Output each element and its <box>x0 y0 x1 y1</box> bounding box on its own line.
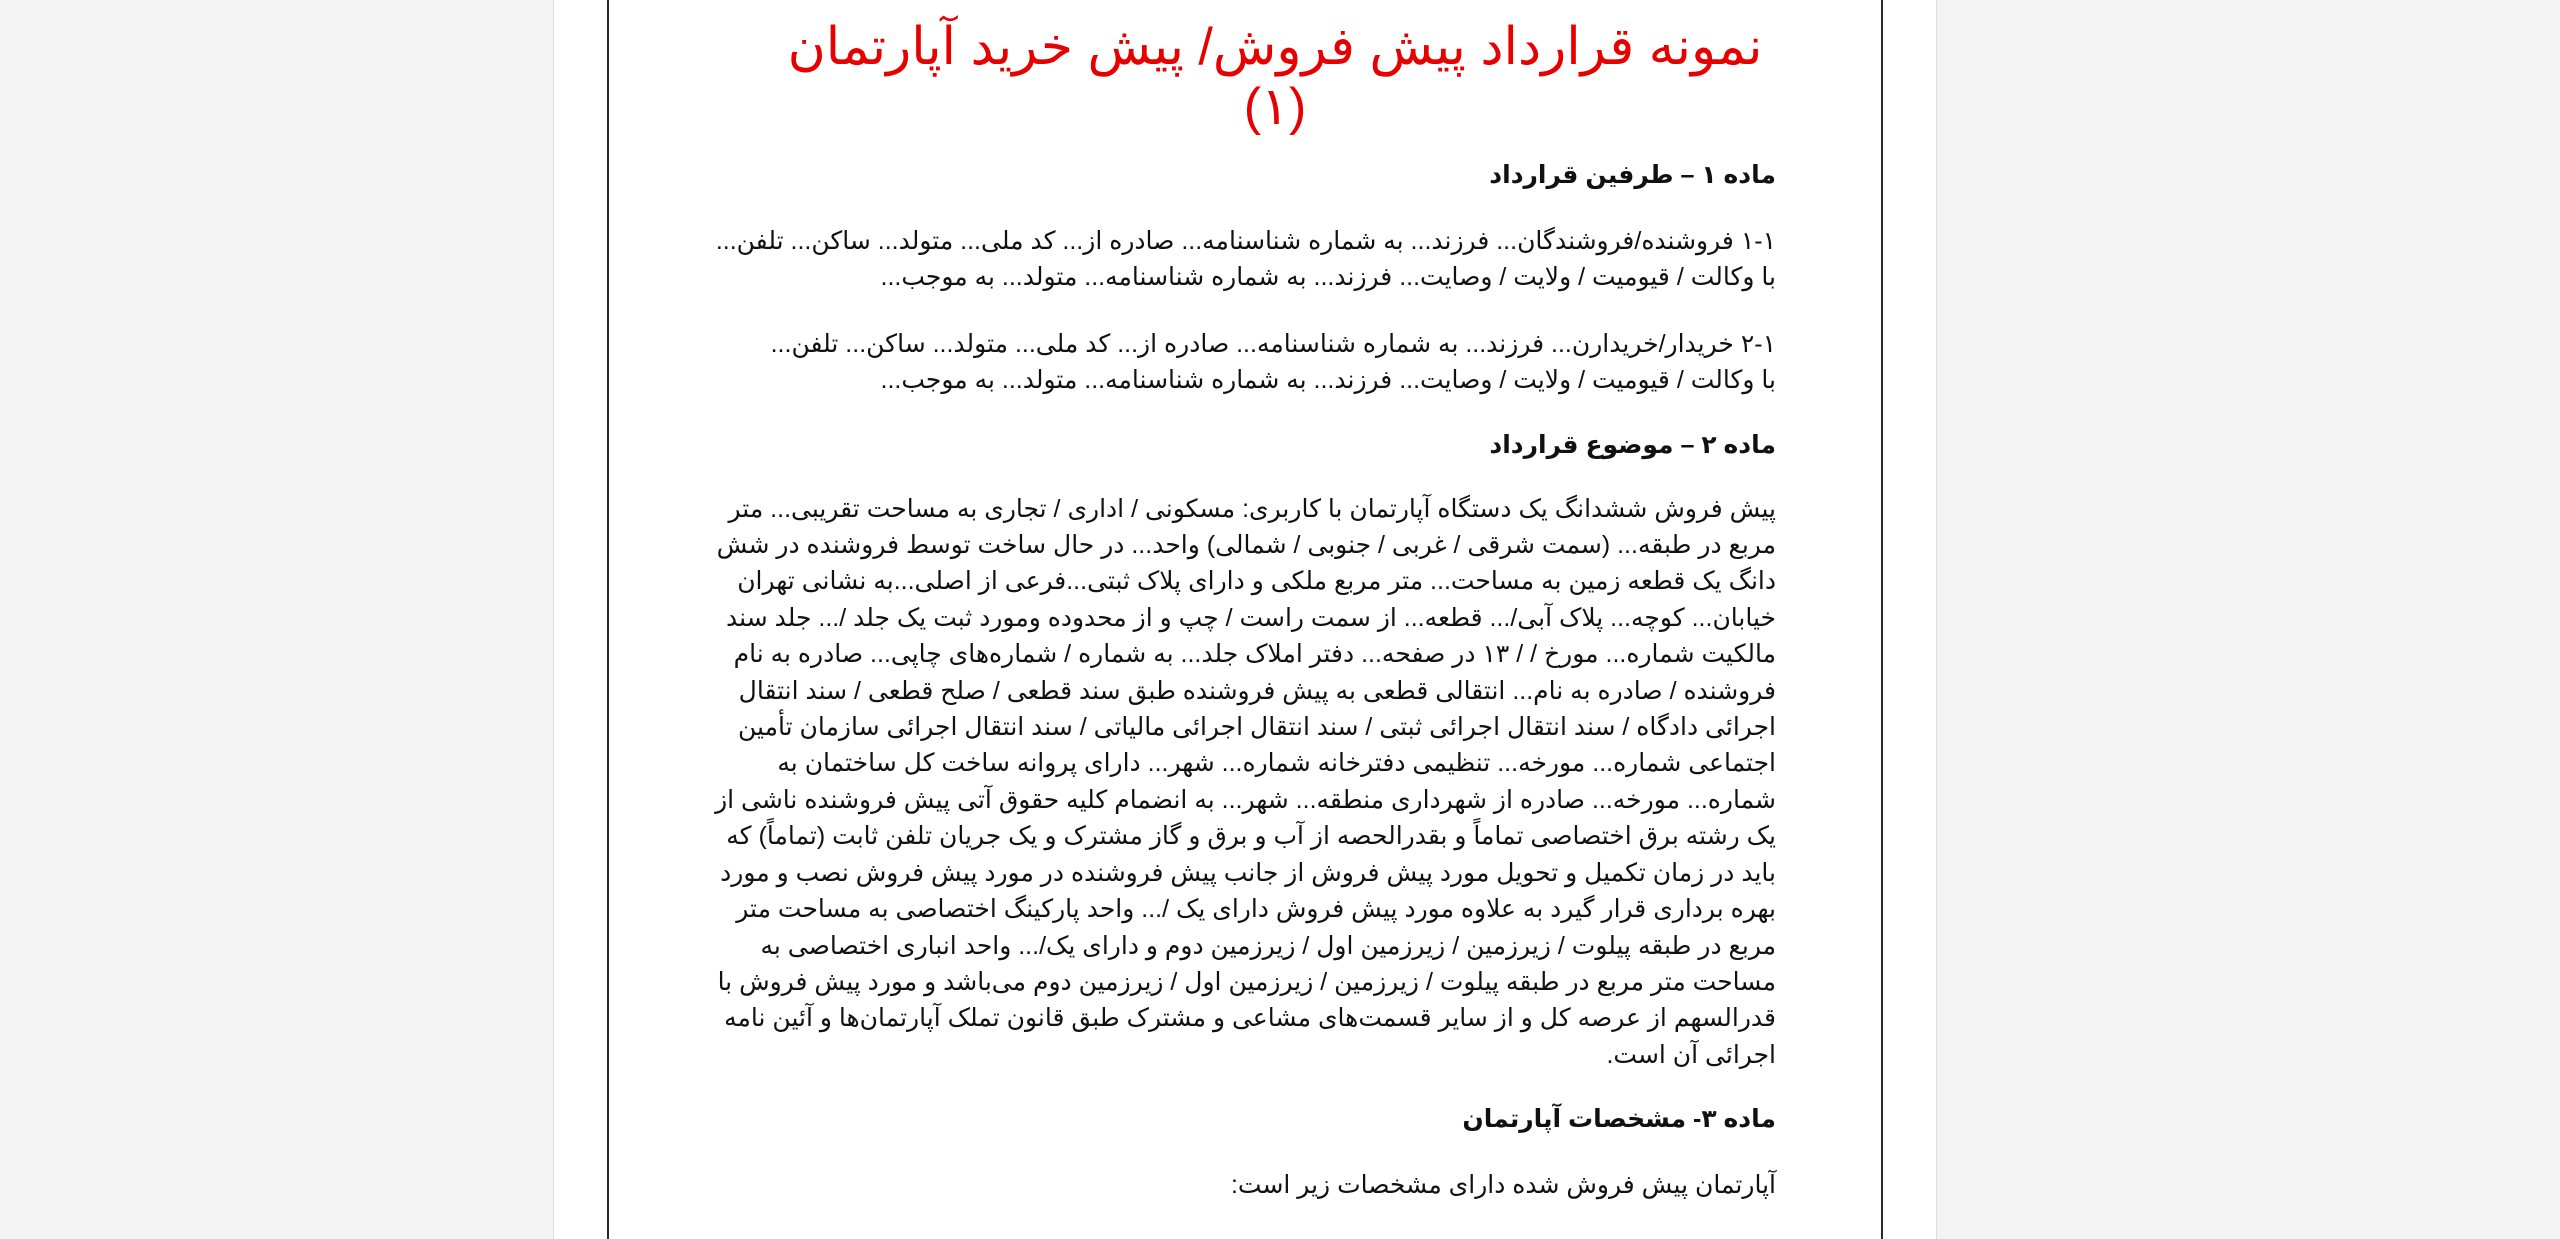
article-1-heading: ماده ۱ – طرفین قرارداد <box>1489 161 1776 189</box>
buyer-details: ۲-۱ خریدار/خریدارن... فرزند... به شماره شناسنامه... صادره از... کد ملی... متولد... ساکن... تلفن... <box>770 329 1776 358</box>
document-page <box>553 0 1937 1239</box>
article-3-heading: ماده ۳- مشخصات آپارتمان <box>1462 1105 1776 1134</box>
seller-details: ۱-۱ فروشنده/فروشندگان... فرزند... به شماره شناسنامه... صادره از... کد ملی... متولد... ساکن... تلفن... <box>715 227 1776 255</box>
document-title: نمونه قرارداد پیش فروش/ پیش خرید آپارتمان (۱) <box>787 18 1763 136</box>
document-content <box>714 0 1776 1204</box>
buyer-representation: با وکالت / قیومیت / ولایت / وصایت... فرزند... به شماره شناسنامه... متولد... به موجب... <box>880 366 1776 395</box>
article-2-heading: ماده ۲ – موضوع قرارداد <box>1489 430 1776 459</box>
seller-representation: با وکالت / قیومیت / ولایت / وصایت... فرزند... به شماره شناسنامه... متولد... به موجب... <box>880 263 1776 292</box>
article-2-body: پیش فروش ششدانگ یک دستگاه آپارتمان با کاربری: مسکونی / اداری / تجاری به مساحت تقریبی... متر مربع در طبقه... (سمت شرقی / غربی / جنوبی / شمالی) واحد... در حال ساخت توسط فروشنده در شش دانگ یک قطعه زمین به مساحت... متر مربع ملکی و دارای پلاک ثبتی...فرعی از اصلی...به نشانی تهران خیابان... کوچه... پلاک آبی/... قطعه... از سمت راست / چپ و از محدوده ومورد ثبت یک جلد /... جلد سند مالکیت شماره... مورخ / / ۱۳ در صفحه... دفتر املاک جلد... به شماره / شماره‌های چاپی... صادره به نام فروشنده / صادره به نام... انتقالی قطعی به پیش فروشنده طبق سند قطعی / صلح قطعی / سند انتقال اجرائی دادگاه / سند انتقال اجرائی ثبتی / سند انتقال اجرائی مالیاتی / سند انتقال اجرائی سازمان تأمین اجتماعی شماره... مورخه... تنظیمی دفترخانه شماره... شهر... دارای پروانه ساخت کل ساختمان به شماره... مورخه... صادره از شهرداری منطقه... شهر... به انضمام کلیه حقوق آتی پیش فروشنده ناشی از یک رشته برق اختصاصی تماماً و بقدرالحصه از آب و برق و گاز مشترک و یک جریان تلفن ثابت (تماماً) که باید در زمان تکمیل و تحویل مورد پیش فروش از جانب پیش فروشنده در مورد پیش فروش نصب و مورد بهره برداری قرار گیرد به علاوه مورد پیش فروش دارای یک /... واحد پارکینگ اختصاصی به مساحت متر مربع در طبقه پیلوت / زیرزمین / زیرزمین اول / زیرزمین دوم و دارای یک/... واحد انباری اختصاصی به مساحت متر مربع در طبقه پیلوت / زیرزمین / زیرزمین اول / زیرزمین دوم می‌باشد و مورد پیش فروش با قدرالسهم از عرصه کل و از سایر قسمت‌های مشاعی و مشترک طبق قانون تملک آپارتمان‌ها و آئین نامه اجرائی آن است. <box>715 494 1776 1069</box>
article-3-intro: آپارتمان پیش فروش شده دارای مشخصات زیر است: <box>1230 1171 1776 1200</box>
